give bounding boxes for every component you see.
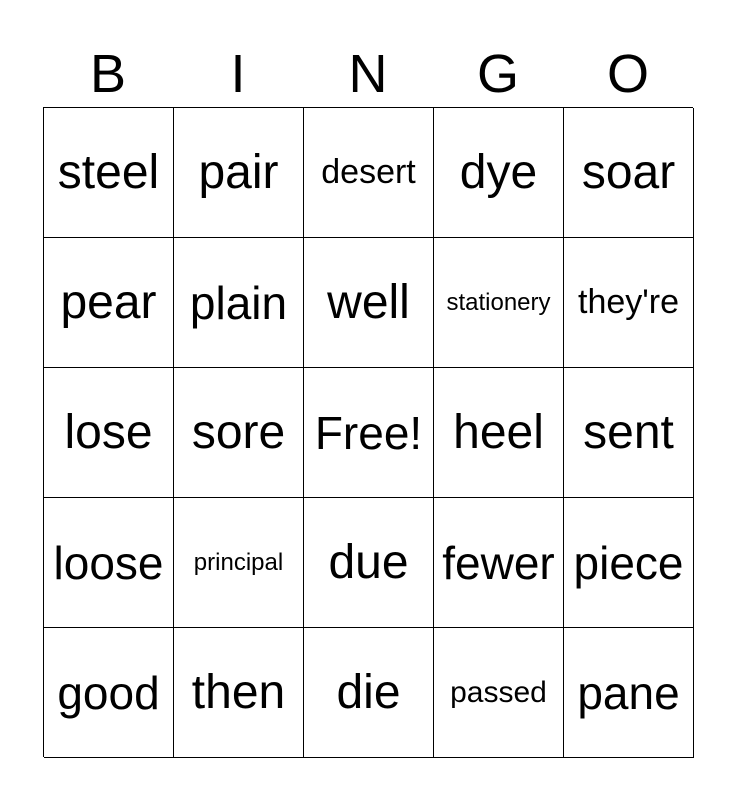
bingo-cell[interactable]: loose bbox=[44, 498, 174, 628]
bingo-cell[interactable]: good bbox=[44, 628, 174, 758]
bingo-cell[interactable]: soar bbox=[564, 108, 694, 238]
bingo-cell[interactable]: die bbox=[304, 628, 434, 758]
bingo-cell[interactable]: they're bbox=[564, 238, 694, 368]
bingo-cell[interactable]: plain bbox=[174, 238, 304, 368]
header-letter-b: B bbox=[89, 44, 127, 104]
bingo-cell[interactable]: pair bbox=[174, 108, 304, 238]
bingo-cell[interactable]: then bbox=[174, 628, 304, 758]
bingo-cell[interactable]: desert bbox=[304, 108, 434, 238]
bingo-cell[interactable]: sore bbox=[174, 368, 304, 498]
bingo-cell[interactable]: dye bbox=[434, 108, 564, 238]
header-letter-n: N bbox=[348, 44, 388, 104]
bingo-cell[interactable]: well bbox=[304, 238, 434, 368]
bingo-cell[interactable]: due bbox=[304, 498, 434, 628]
bingo-board bbox=[43, 107, 693, 757]
bingo-cell[interactable]: steel bbox=[44, 108, 174, 238]
bingo-cell-free[interactable]: Free! bbox=[304, 368, 434, 498]
header-letter-i: I bbox=[230, 44, 246, 104]
header-letter-o: O bbox=[606, 44, 649, 104]
header-letter-g: G bbox=[476, 44, 519, 104]
bingo-cell[interactable]: sent bbox=[564, 368, 694, 498]
bingo-cell[interactable]: stationery bbox=[434, 238, 564, 368]
bingo-cell[interactable]: passed bbox=[434, 628, 564, 758]
bingo-header bbox=[43, 40, 693, 108]
bingo-cell[interactable]: lose bbox=[44, 368, 174, 498]
bingo-cell[interactable]: piece bbox=[564, 498, 694, 628]
bingo-cell[interactable]: pane bbox=[564, 628, 694, 758]
bingo-cell[interactable]: principal bbox=[174, 498, 304, 628]
bingo-cell[interactable]: fewer bbox=[434, 498, 564, 628]
bingo-cell[interactable]: pear bbox=[44, 238, 174, 368]
bingo-cell[interactable]: heel bbox=[434, 368, 564, 498]
